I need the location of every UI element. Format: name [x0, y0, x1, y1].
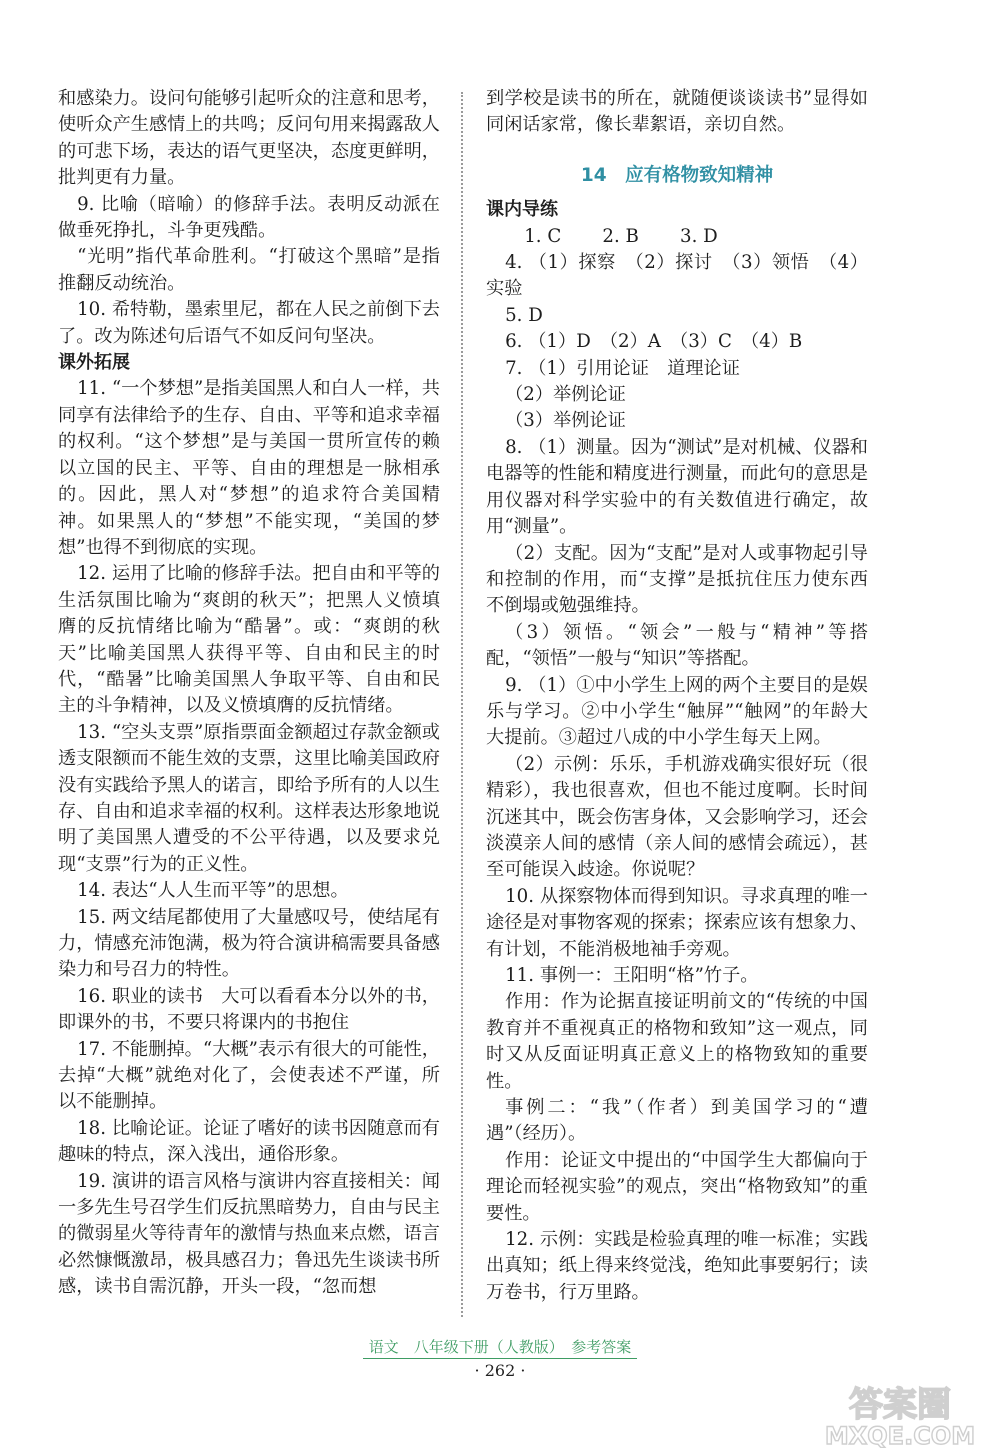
- footer-book-title: [0, 1336, 1000, 1357]
- left-column: [58, 86, 440, 1301]
- answer-7-1: 7. （1）引用论证 道理论证: [505, 357, 740, 379]
- right-column: [486, 86, 868, 1306]
- answer-11: 11. “一个梦想”是指美国黑人和白人一样，共同享有法律给予的生存、自由、平等和追求幸福的权利。“这个梦想”是与美国一贯所宣传的赖以立国的民主、平等、自由的理想是一脉相承的。因此，黑人对“梦想”的追求符合美国精神。如果黑人的“梦想”不能实现，“美国的梦想”也得不到彻底的实现。: [58, 378, 440, 558]
- column-divider: [461, 92, 463, 1317]
- answer-15: 15. 两文结尾都使用了大量感叹号，使结尾有力，情感充沛饱满，极为符合演讲稿需要具备感染力和号召力的特性。: [58, 906, 440, 981]
- answer-1: 1. C: [524, 225, 562, 247]
- answer-14: 14. 表达“人人生而平等”的思想。: [77, 880, 349, 902]
- page-number: · 262 ·: [474, 1361, 526, 1380]
- answer-10-right: 10. 从探察物体而得到知识。寻求真理的唯一途径是对事物客观的探索；探索应该有想象力、有计划，不能消极地袖手旁观。: [486, 885, 868, 960]
- answer-11-effect-2: 作用：论证文中提出的“中国学生大都偏向于理论而轻视实验”的观点，突出“格物致知”的重要性。: [486, 1149, 868, 1224]
- answer-9-1: 9. （1）①中小学生上网的两个主要目的是娱乐与学习。②中小学生“触屏”“触网”的年龄大大提前。③超过八成的中小学生每天上网。: [486, 674, 868, 749]
- footer-title-text: 语文 八年级下册（人教版） 参考答案: [363, 1338, 638, 1359]
- section-heading-in-class: 课内导练: [486, 199, 558, 221]
- answer-12: 12. 运用了比喻的修辞手法。把自由和平等的生活氛围比喻为“爽朗的秋天”；把黑人义愤填膺的反抗情绪比喻为“酷暑”。或：“爽朗的秋天”比喻美国黑人获得平等、自由和民主的时代，“酷暑”比喻美国黑人争取平等、自由和民主的斗争精神，以及义愤填膺的反抗情绪。: [58, 563, 440, 717]
- lesson-title: 14 应有格物致知精神: [580, 164, 774, 186]
- section-heading-extension: 课外拓展: [58, 352, 130, 374]
- answer-8-3: （3）领悟。“领会”一般与“精神”等搭配，“领悟”一般与“知识”等搭配。: [486, 621, 868, 670]
- watermark-line-1: 答案圈: [849, 1385, 951, 1425]
- answer-6: 6. （1）D （2）A （3）C （4）B: [505, 331, 803, 353]
- answer-11-example-1: 11. 事例一：王阳明“格”竹子。: [505, 965, 759, 986]
- answer-17: 17. 不能删掉。“大概”表示有很大的可能性，去掉“大概”就绝对化了，会使表述不严谨，所以不能删掉。: [58, 1038, 440, 1113]
- answer-7-3: （3）举例论证: [505, 410, 626, 432]
- answer-13: 13. “空头支票”原指票面金额超过存款金额或透支限额而不能生效的支票，这里比喻美国政府没有实践给予黑人的诺言，即给予所有的人以生存、自由和追求幸福的权利。这样表达形象地说明了美国黑人遭受的不公平待遇，以及要求兑现“支票”行为的正义性。: [58, 721, 440, 875]
- answers-1-3: [486, 224, 868, 250]
- answer-16: 16. 职业的读书 大可以看看本分以外的书，即课外的书，不要只将课内的书抱住: [58, 985, 440, 1034]
- answer-19: 19. 演讲的语言风格与演讲内容直接相关：闻一多先生号召学生们反抗黑暗势力，自由与民主的微弱星火等待青年的激情与热血来点燃，语言必然慷慨激昂，极具感召力；鲁迅先生谈读书所感，读书自需沉静，开头一段，“忽而想: [58, 1170, 440, 1298]
- answer-7-2: （2）举例论证: [505, 384, 626, 406]
- answer-8-2: （2）支配。因为“支配”是对人或事物起引导和控制的作用，而“支撑”是抵抗住压力使东西不倒塌或勉强维持。: [486, 542, 868, 617]
- answer-5: 5. D: [505, 304, 543, 326]
- answer-3: 3. D: [680, 225, 718, 247]
- answer-2: 2. B: [602, 225, 639, 247]
- answer-9-note: “光明”指代革命胜利。“打破这个黑暗”是指推翻反动统治。: [58, 246, 440, 294]
- answer-18: 18. 比喻论证。论证了嗜好的读书因随意而有趣味的特点，深入浅出，通俗形象。: [58, 1117, 440, 1166]
- paragraph-continuation-right: 到学校是读书的所在，就随便谈谈读书”显得如同闲话家常，像长辈絮语，亲切自然。: [486, 88, 868, 136]
- answer-11-effect-1: 作用：作为论据直接证明前文的“传统的中国教育并不重视真正的格物和致知”这一观点，同时又从反面证明真正意义上的格物致知的重要性。: [486, 991, 868, 1092]
- paragraph-continuation: 和感染力。设问句能够引起听众的注意和思考，使听众产生感情上的共鸣；反问句用来揭露敌人的可悲下场，表达的语气更坚决，态度更鲜明，批判更有力量。: [58, 88, 440, 189]
- answer-12-right: 12. 示例：实践是检验真理的唯一标准；实践出真知；纸上得来终觉浅，绝知此事要躬行；读万卷书，行万里路。: [486, 1229, 868, 1303]
- watermark-line-2: MXQE.COM: [824, 1422, 976, 1448]
- answer-9-2: （2）示例：乐乐，手机游戏确实很好玩（很精彩），我也很喜欢，但也不能过度啊。长时间沉迷其中，既会伤害身体，又会影响学习，还会淡漠亲人间的感情（亲人间的感情会疏远），甚至可能误入歧途。你说呢？: [486, 753, 868, 881]
- answer-4: 4. （1）探察 （2）探讨 （3）领悟 （4）实验: [486, 252, 868, 300]
- answer-10: 10. 希特勒，墨索里尼，都在人民之前倒下去了。改为陈述句后语气不如反问句坚决。: [58, 299, 440, 347]
- answer-8-1: 8. （1）测量。因为“测试”是对机械、仪器和电器等的性能和精度进行测量，而此句的意思是用仪器对科学实验中的有关数值进行确定，故用“测量”。: [486, 436, 868, 538]
- answer-11-example-2: 事例二：“我”（作者）到美国学习的“遭遇”（经历）。: [486, 1097, 868, 1145]
- site-watermark-logo: [800, 1378, 995, 1448]
- answer-9: 9. 比喻（暗喻）的修辞手法。表明反动派在做垂死挣扎，斗争更残酷。: [58, 193, 440, 242]
